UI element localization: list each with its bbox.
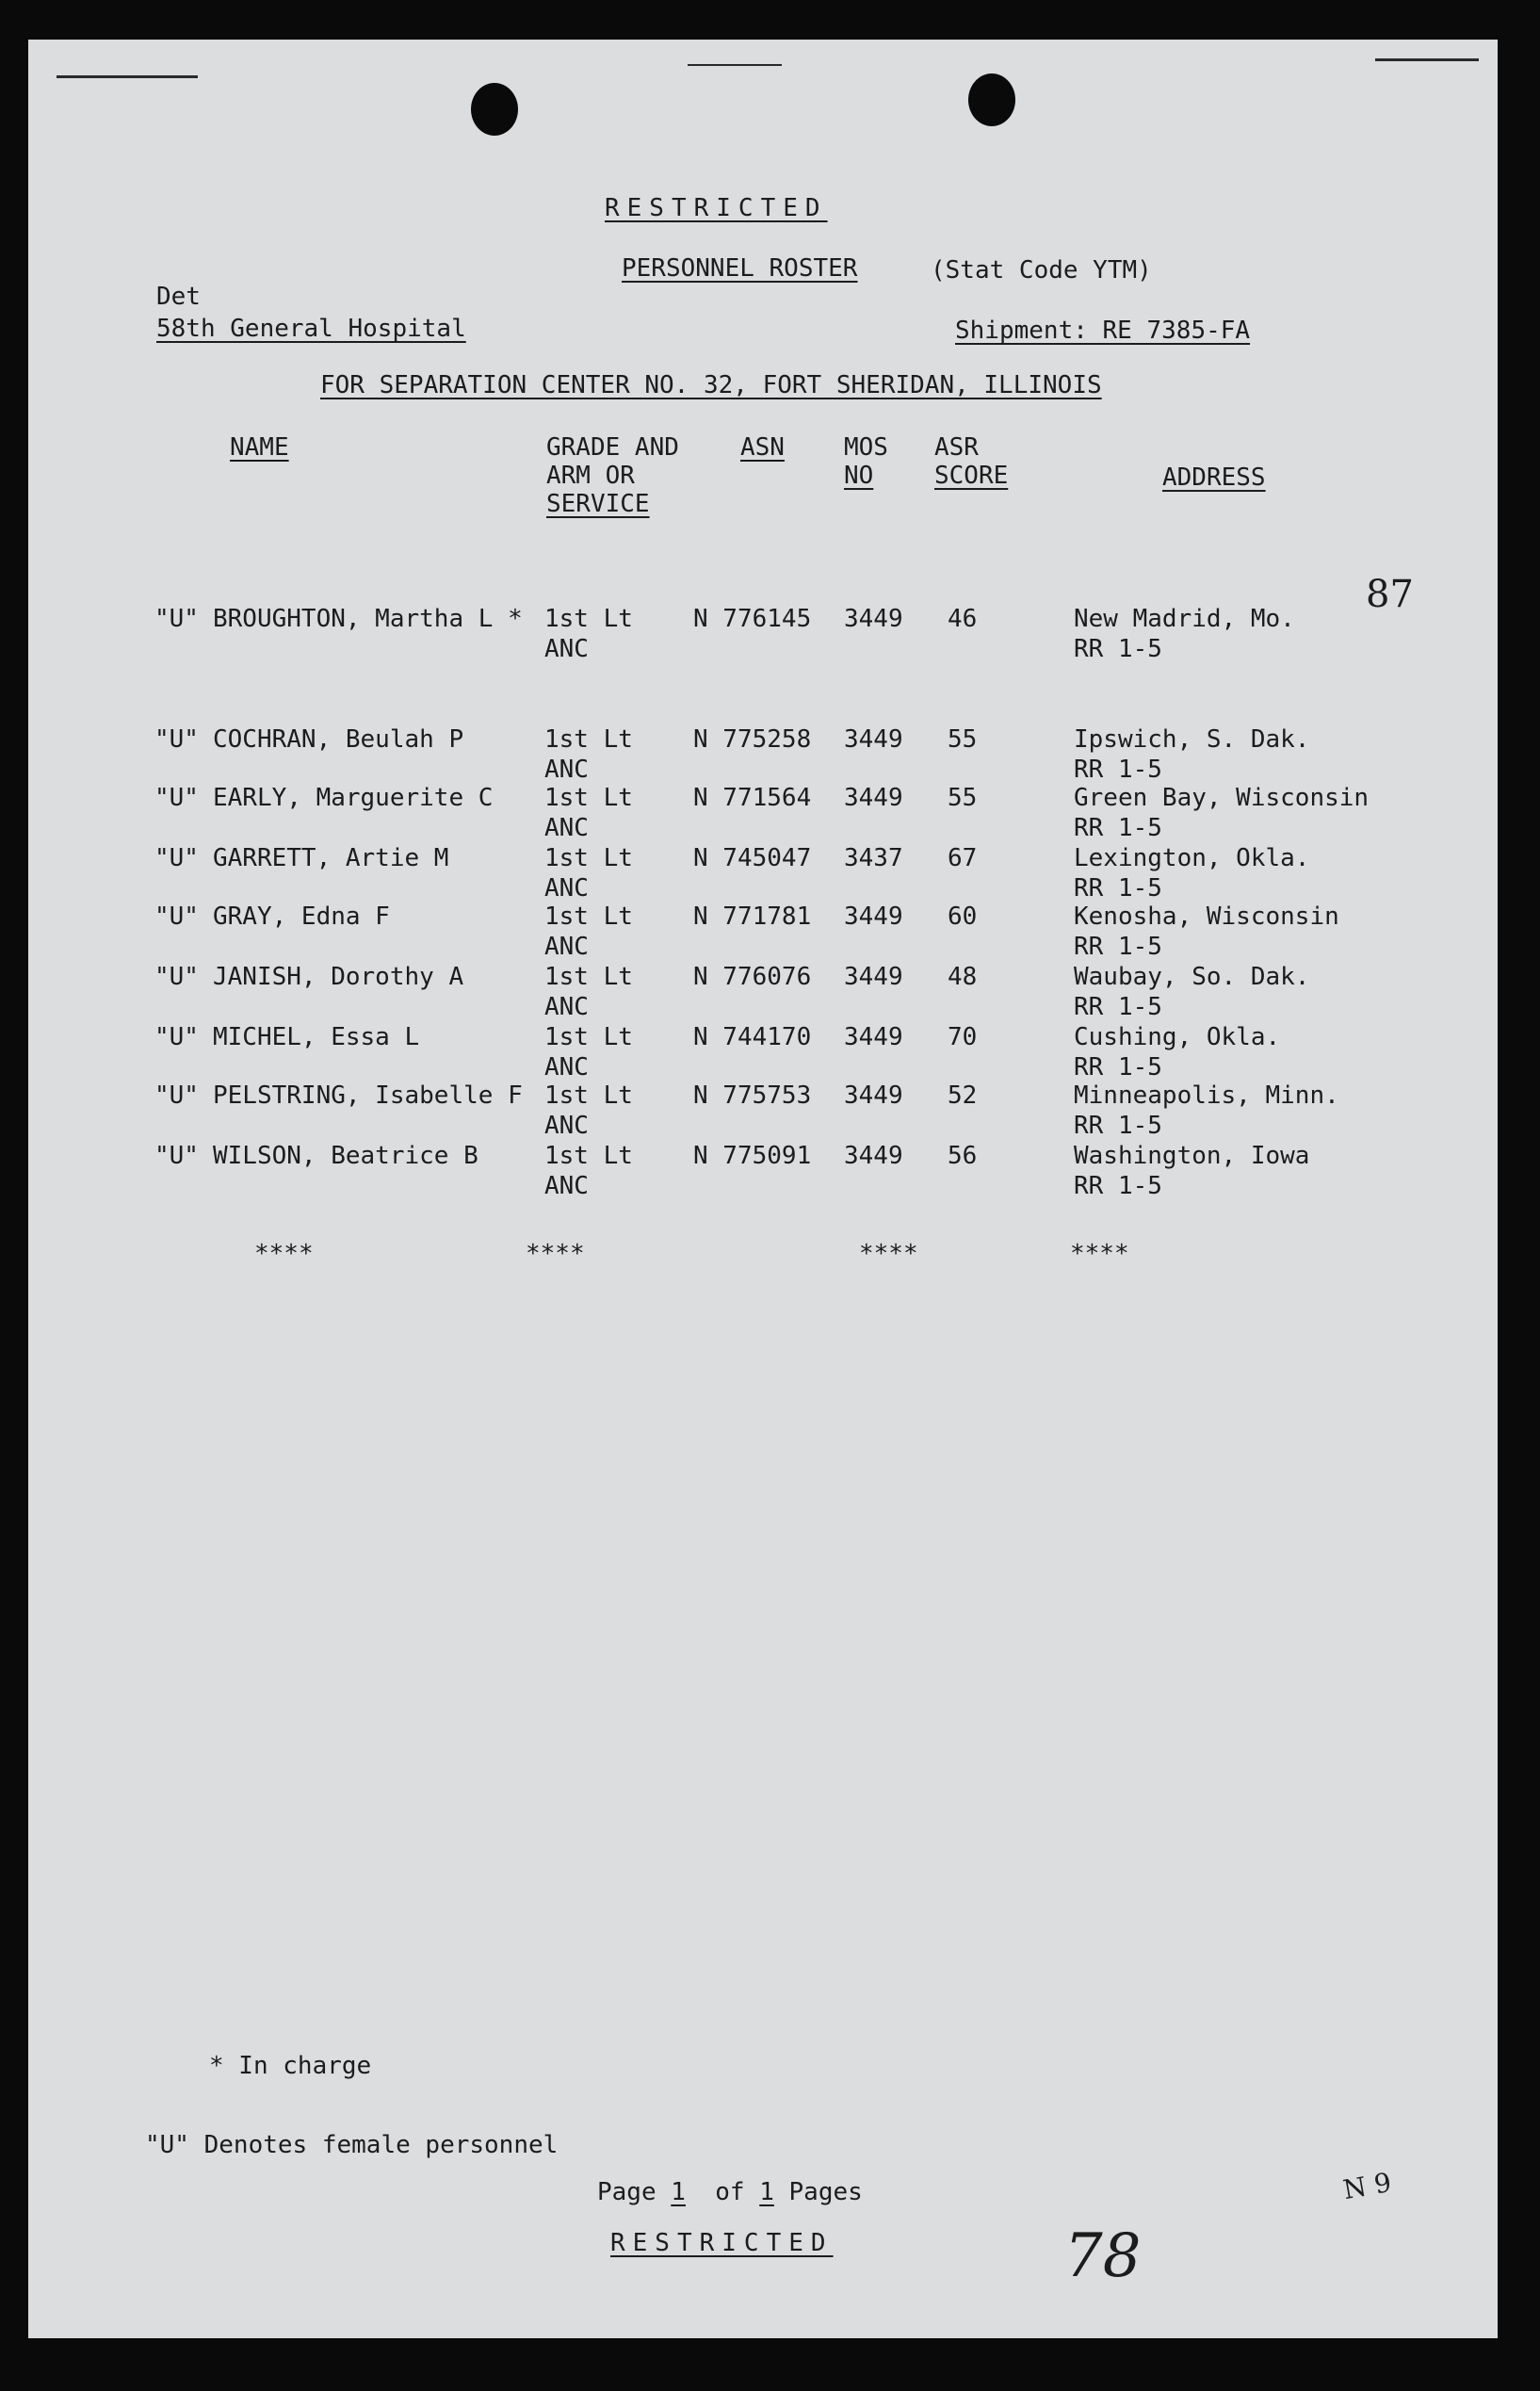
row-service: ANC [544, 993, 589, 1021]
row-service: ANC [544, 933, 589, 961]
row-mos: 3449 [844, 1142, 903, 1170]
stat-code: (Stat Code YTM) [931, 256, 1152, 285]
row-rr: RR 1-5 [1074, 635, 1162, 663]
row-address: Minneapolis, Minn. [1074, 1082, 1339, 1110]
punch-hole [968, 73, 1015, 126]
edge-mark [688, 64, 782, 66]
row-name: GRAY, Edna F [213, 903, 390, 931]
row-address: Washington, Iowa [1074, 1142, 1310, 1170]
pages-label: Pages [788, 2178, 863, 2206]
row-asn: N 771781 [693, 903, 812, 931]
row-rr: RR 1-5 [1074, 933, 1162, 961]
row-grade: 1st Lt [544, 1142, 633, 1170]
row-mos: 3449 [844, 605, 903, 633]
col-grade-header [546, 433, 679, 518]
row-grade: 1st Lt [544, 1023, 633, 1051]
row-grade: 1st Lt [544, 1082, 633, 1110]
row-name: GARRETT, Artie M [213, 844, 449, 872]
classification-top: RESTRICTED [605, 194, 828, 222]
edge-mark [57, 75, 198, 78]
row-mark: "U" [154, 605, 199, 633]
separator-stars: **** [526, 1240, 585, 1268]
separator-stars: **** [1070, 1240, 1129, 1268]
row-mark: "U" [154, 1082, 199, 1110]
row-asr: 52 [948, 1082, 978, 1110]
row-rr: RR 1-5 [1074, 1172, 1162, 1200]
classification-bottom: RESTRICTED [610, 2229, 834, 2257]
page-label: Page [597, 2178, 657, 2206]
separator-stars: **** [254, 1240, 314, 1268]
row-service: ANC [544, 1053, 589, 1082]
row-name: EARLY, Marguerite C [213, 784, 494, 812]
edge-mark [1375, 58, 1479, 61]
unit-name: 58th General Hospital [156, 315, 466, 343]
row-asr: 48 [948, 963, 978, 991]
row-mos: 3449 [844, 725, 903, 754]
row-rr: RR 1-5 [1074, 1053, 1162, 1082]
det-label: Det [156, 283, 201, 311]
row-mos: 3449 [844, 1082, 903, 1110]
row-grade: 1st Lt [544, 903, 633, 931]
row-rr: RR 1-5 [1074, 814, 1162, 842]
row-asn: N 745047 [693, 844, 812, 872]
col-asr-header [934, 433, 1008, 490]
row-asr: 70 [948, 1023, 978, 1051]
row-grade: 1st Lt [544, 784, 633, 812]
row-address: Kenosha, Wisconsin [1074, 903, 1339, 931]
row-asn: N 771564 [693, 784, 812, 812]
denotes-note: "U" Denotes female personnel [145, 2131, 559, 2159]
row-rr: RR 1-5 [1074, 874, 1162, 903]
row-mark: "U" [154, 844, 199, 872]
page-number: 1 [671, 2178, 686, 2206]
row-name: PELSTRING, Isabelle F [213, 1082, 523, 1110]
row-mark: "U" [154, 784, 199, 812]
handwritten-corner-mark: N 9 [1340, 2166, 1394, 2206]
row-mos: 3449 [844, 784, 903, 812]
row-name: WILSON, Beatrice B [213, 1142, 478, 1170]
row-service: ANC [544, 756, 589, 784]
row-asr: 46 [948, 605, 978, 633]
row-mark: "U" [154, 725, 199, 754]
col-address-header: ADDRESS [1162, 464, 1266, 492]
row-address: Green Bay, Wisconsin [1074, 784, 1370, 812]
row-address: Lexington, Okla. [1074, 844, 1310, 872]
row-asn: N 775753 [693, 1082, 812, 1110]
col-mos-line1: MOS [844, 433, 888, 462]
shipment-number: Shipment: RE 7385-FA [955, 317, 1251, 345]
row-asn: N 744170 [693, 1023, 812, 1051]
row-asr: 56 [948, 1142, 978, 1170]
row-service: ANC [544, 874, 589, 903]
row-asr: 55 [948, 784, 978, 812]
row-rr: RR 1-5 [1074, 756, 1162, 784]
col-mos-line2: NO [844, 462, 874, 490]
col-mos-header [844, 433, 888, 490]
row-mark: "U" [154, 963, 199, 991]
col-grade-line1: GRADE AND [546, 433, 679, 462]
col-grade-line3: SERVICE [546, 490, 650, 518]
col-asr-line1: ASR [934, 433, 979, 462]
row-address: Ipswich, S. Dak. [1074, 725, 1310, 754]
handwritten-bottom-number: 78 [1064, 2221, 1142, 2291]
row-mos: 3449 [844, 963, 903, 991]
roster-title: PERSONNEL ROSTER [622, 254, 858, 283]
handwritten-page-number: 87 [1366, 573, 1414, 616]
row-name: JANISH, Dorothy A [213, 963, 464, 991]
punch-hole [471, 83, 518, 136]
row-mos: 3449 [844, 903, 903, 931]
row-asn: N 775091 [693, 1142, 812, 1170]
col-grade-line2: ARM OR [546, 462, 635, 490]
row-asn: N 776076 [693, 963, 812, 991]
row-name: MICHEL, Essa L [213, 1023, 420, 1051]
row-mark: "U" [154, 903, 199, 931]
row-name: COCHRAN, Beulah P [213, 725, 464, 754]
separator-stars: **** [859, 1240, 918, 1268]
row-name: BROUGHTON, Martha L * [213, 605, 523, 633]
document-sheet [28, 40, 1498, 2338]
col-asr-line2: SCORE [934, 462, 1009, 490]
col-asn-header: ASN [740, 433, 785, 462]
row-asr: 55 [948, 725, 978, 754]
of-label: of [715, 2178, 745, 2206]
row-mark: "U" [154, 1142, 199, 1170]
row-grade: 1st Lt [544, 725, 633, 754]
row-grade: 1st Lt [544, 844, 633, 872]
total-pages: 1 [759, 2178, 774, 2206]
row-address: Waubay, So. Dak. [1074, 963, 1310, 991]
row-asn: N 775258 [693, 725, 812, 754]
row-address: New Madrid, Mo. [1074, 605, 1295, 633]
page-indicator [597, 2178, 863, 2206]
row-address: Cushing, Okla. [1074, 1023, 1281, 1051]
col-name-header: NAME [230, 433, 289, 462]
in-charge-note: * In charge [209, 2052, 372, 2080]
row-mos: 3437 [844, 844, 903, 872]
row-grade: 1st Lt [544, 605, 633, 633]
row-mark: "U" [154, 1023, 199, 1051]
row-rr: RR 1-5 [1074, 993, 1162, 1021]
row-rr: RR 1-5 [1074, 1112, 1162, 1140]
destination: FOR SEPARATION CENTER NO. 32, FORT SHERIDAN, ILLINOIS [320, 371, 1102, 399]
row-mos: 3449 [844, 1023, 903, 1051]
row-service: ANC [544, 635, 589, 663]
row-grade: 1st Lt [544, 963, 633, 991]
row-asr: 60 [948, 903, 978, 931]
row-service: ANC [544, 1172, 589, 1200]
row-asn: N 776145 [693, 605, 812, 633]
row-service: ANC [544, 1112, 589, 1140]
row-service: ANC [544, 814, 589, 842]
row-asr: 67 [948, 844, 978, 872]
